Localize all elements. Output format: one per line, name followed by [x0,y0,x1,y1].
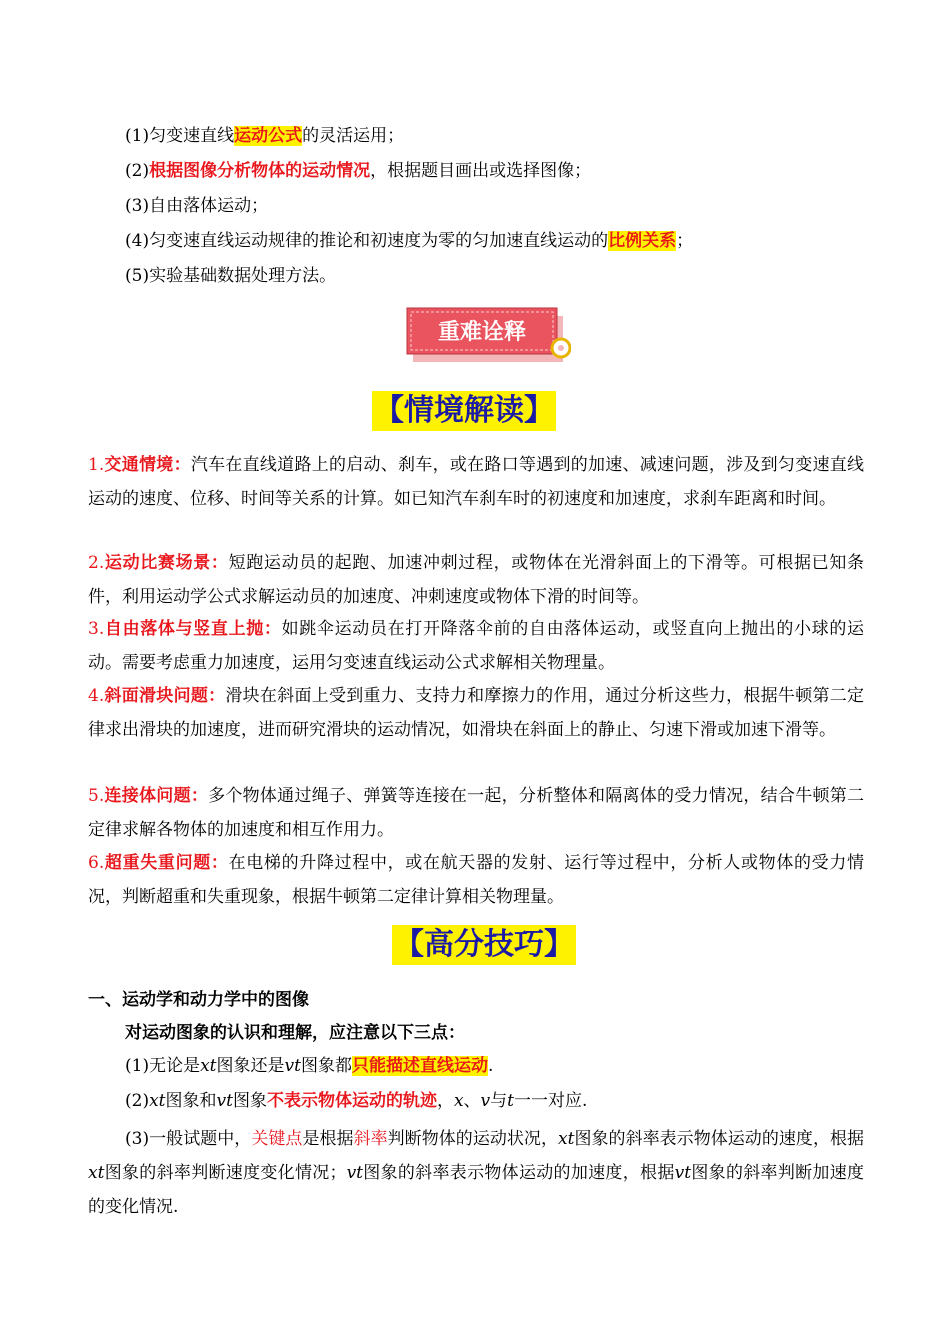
symbol-xt: xt [149,1091,166,1111]
objective-2 [125,159,591,183]
tip-number: (1) [125,1056,150,1076]
tip-text: 图象还是 [216,1056,285,1076]
objective-text: ； [676,231,694,251]
objective-1 [125,124,404,148]
scenario-3 [88,612,864,680]
tip-text: 无论是 [149,1056,201,1076]
tips-intro: 对运动图象的认识和理解，应注意以下三点： [125,1023,465,1043]
objective-4 [125,229,693,253]
scenario-text: 多个物体通过绳子、弹簧等连接在一起，分析整体和隔离体的受力情况，结合牛顿第二定律求解各物体的加速度和相互作用力。 [88,786,865,840]
objective-number: (3) [125,196,150,216]
scenario-2 [88,546,864,614]
symbol-vt: vt [216,1091,233,1111]
scenario-1 [88,448,864,516]
scenario-label: 运动比赛场景： [104,553,229,573]
section-title-situation: 【情境解读】 [372,391,556,431]
scenario-text: 汽车在直线道路上的启动、刹车，或在路口等遇到的加速、减速问题，涉及到匀变速直线运动的速度、位移、时间等关系的计算。如已知汽车刹车时的初速度和加速度，求刹车距离和时间。 [88,455,865,509]
badge-label: 重难诠释 [437,320,527,345]
section-title-tips: 【高分技巧】 [392,925,576,965]
symbol-xt: xt [558,1129,575,1149]
tip-text: 、 [463,1091,481,1111]
tip-3 [88,1122,864,1224]
objective-text: 实验基础数据处理方法。 [149,266,337,286]
symbol-vt: vt [346,1163,363,1183]
tip-text: 图象的斜率表示物体运动的加速度，根据 [363,1163,675,1183]
symbol-xt: xt [88,1163,105,1183]
symbol-t: t [507,1091,514,1111]
tip-1 [125,1054,493,1078]
tip-text: 图象和 [165,1091,217,1111]
objective-number: (5) [125,266,150,286]
objective-3 [125,194,268,218]
highlight-text: 运动公式 [234,126,303,146]
objective-text: 匀变速直线 [149,126,235,146]
scenario-4 [88,679,864,747]
symbol-xt: xt [200,1056,217,1076]
tip-text: 图象的斜率判断速度变化情况； [104,1163,347,1183]
tip-number: (2) [125,1091,150,1111]
objective-number: (4) [125,231,150,251]
scenario-label: 交通情境： [104,455,191,475]
objective-text: 的灵活运用； [302,126,405,146]
tip-text: 图象的斜率表示物体运动的速度，根据 [574,1129,865,1149]
symbol-vt: vt [674,1163,692,1183]
scenario-number: 4. [88,686,105,706]
tip-text: 图象 [232,1091,267,1111]
scenario-label: 超重失重问题： [104,853,229,873]
scenario-text: 短跑运动员的起跑、加速冲刺过程，或物体在光滑斜面上的下滑等。可根据已知条件，利用运动学公式求解运动员的加速度、冲刺速度或物体下滑的时间等。 [88,553,865,607]
tip-text: 一般试题中， [149,1129,252,1149]
objective-text: 匀变速直线运动规律的推论和初速度为零的匀加速直线运动的 [149,231,609,251]
symbol-x: x [453,1091,464,1111]
scenario-text: 如跳伞运动员在打开降落伞前的自由落体运动，或竖直向上抛出的小球的运动。需要考虑重力加速度，运用匀变速直线运动公式求解相关物理量。 [88,619,864,673]
scenario-number: 6. [88,853,105,873]
tip-text: ， [436,1091,454,1111]
tip-text: 判断物体的运动状况， [387,1129,558,1149]
tip-text: . [487,1056,494,1076]
tips-heading: 一、运动学和动力学中的图像 [88,990,309,1010]
emphasis-text: 斜率 [353,1129,388,1149]
tip-text: 与 [490,1091,508,1111]
scenario-text: 在电梯的升降过程中，或在航天器的发射、运行等过程中，分析人或物体的受力情况，判断超重和失重现象，根据牛顿第二定律计算相关物理量。 [88,853,865,907]
scenario-number: 5. [88,786,105,806]
scenario-5 [88,779,864,847]
badge-graphic [403,304,571,366]
tip-number: (3) [125,1129,150,1149]
objective-text: ，根据题目画出或选择图像； [370,161,592,181]
emphasis-text: 不表示物体运动的轨迹 [266,1091,437,1111]
objective-5 [125,264,336,288]
symbol-vt: vt [284,1056,301,1076]
symbol-v: v [480,1091,491,1111]
scenario-number: 1. [88,455,105,475]
objective-number: (2) [125,161,150,181]
tip-2 [125,1089,587,1113]
scenario-label: 自由落体与竖直上抛： [104,619,282,639]
scenario-number: 3. [88,619,105,639]
objective-text: 自由落体运动； [149,196,269,216]
scenario-6 [88,846,864,914]
highlight-text: 只能描述直线运动 [351,1056,488,1076]
objective-number: (1) [125,126,150,146]
scenario-number: 2. [88,553,105,573]
tip-text: 图象都 [300,1056,352,1076]
scenario-label: 连接体问题： [104,786,209,806]
tip-text: 是根据 [302,1129,354,1149]
scenario-text: 滑块在斜面上受到重力、支持力和摩擦力的作用，通过分析这些力，根据牛顿第二定律求出滑块的加速度，进而研究滑块的运动情况，如滑块在斜面上的静止、匀速下滑或加速下滑等。 [88,686,864,740]
highlight-text: 比例关系 [608,231,677,251]
section-badge [403,304,571,366]
scenario-label: 斜面滑块问题： [104,686,226,706]
emphasis-text: 根据图像分析物体的运动情况 [149,161,371,181]
tip-text: 一一对应. [514,1091,588,1111]
tip-text: 图象的斜率判断加速度的变化情况. [88,1163,865,1217]
emphasis-text: 关键点 [251,1129,303,1149]
